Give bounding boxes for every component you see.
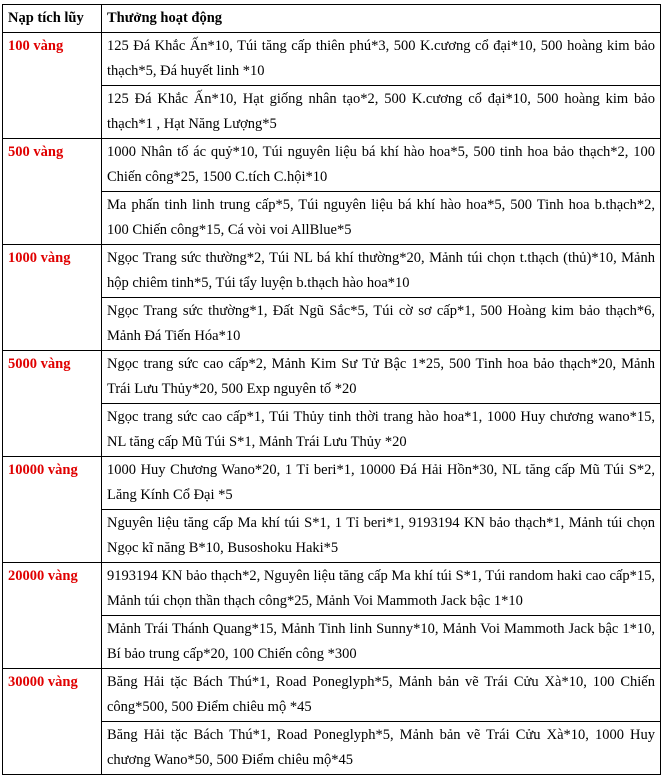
reward-cell: Ngọc Trang sức thường*2, Túi NL bá khí thường*20, Mảnh túi chọn t.thạch (thủ)*10, Mảnh hộp chiêm tinh*5, Túi tẩy luyện b.thạch hào hoa*10 (102, 245, 661, 298)
table-row (3, 510, 661, 563)
table-row (3, 722, 661, 775)
table-row (3, 351, 661, 404)
reward-cell: 9193194 KN bảo thạch*2, Nguyên liệu tăng cấp Ma khí túi S*1, Túi random haki cao cấp*15, Mảnh túi chọn thần thạch công*25, Mảnh Voi Mammoth Jack bậc 1*10 (102, 563, 661, 616)
table-row (3, 616, 661, 669)
tier-label: 500 vàng (3, 139, 102, 245)
table-row (3, 457, 661, 510)
table-row (3, 563, 661, 616)
table-row (3, 669, 661, 722)
rewards-table (2, 4, 661, 775)
reward-cell: Băng Hải tặc Bách Thú*1, Road Poneglyph*5, Mảnh bản vẽ Trái Cửu Xà*10, 1000 Huy chương Wano*50, 500 Điểm chiêu mộ*45 (102, 722, 661, 775)
reward-cell: Băng Hải tặc Bách Thú*1, Road Poneglyph*5, Mảnh bản vẽ Trái Cửu Xà*10, 100 Chiến công*500, 500 Điểm chiêu mộ *45 (102, 669, 661, 722)
reward-cell: Mảnh Trái Thánh Quang*15, Mảnh Tinh linh Sunny*10, Mảnh Voi Mammoth Jack bậc 1*10, Bí bảo trung cấp*20, 100 Chiến công *300 (102, 616, 661, 669)
table-row (3, 298, 661, 351)
header-row (3, 5, 661, 33)
tier-label: 20000 vàng (3, 563, 102, 669)
table-row (3, 404, 661, 457)
table-row (3, 192, 661, 245)
header-reward: Thưởng hoạt động (102, 5, 661, 33)
tier-label: 100 vàng (3, 33, 102, 139)
tier-label: 10000 vàng (3, 457, 102, 563)
reward-cell: 1000 Huy Chương Wano*20, 1 Tỉ beri*1, 10000 Đá Hải Hồn*30, NL tăng cấp Mũ Túi S*2, Lăng Kính Cổ Đại *5 (102, 457, 661, 510)
tier-label: 1000 vàng (3, 245, 102, 351)
header-tier: Nạp tích lũy (3, 5, 102, 33)
table-row (3, 245, 661, 298)
reward-cell: 125 Đá Khắc Ấn*10, Túi tăng cấp thiên phú*3, 500 K.cương cổ đại*10, 500 hoàng kim bảo thạch*5, Đá huyết linh *10 (102, 33, 661, 86)
tier-label: 30000 vàng (3, 669, 102, 775)
tier-label: 5000 vàng (3, 351, 102, 457)
reward-cell: Ma phấn tinh linh trung cấp*5, Túi nguyên liệu bá khí hào hoa*5, 500 Tinh hoa b.thạch*2, 100 Chiến công*15, Cá vòi voi AllBlue*5 (102, 192, 661, 245)
reward-cell: Ngọc Trang sức thường*1, Đất Ngũ Sắc*5, Túi cờ sơ cấp*1, 500 Hoàng kim bảo thạch*6, Mảnh Đá Tiến Hóa*10 (102, 298, 661, 351)
reward-cell: Nguyên liệu tăng cấp Ma khí túi S*1, 1 Tỉ beri*1, 9193194 KN bảo thạch*1, Mảnh túi chọn Ngọc kĩ năng B*10, Busoshoku Haki*5 (102, 510, 661, 563)
reward-cell: Ngọc trang sức cao cấp*2, Mảnh Kim Sư Tử Bậc 1*25, 500 Tinh hoa bảo thạch*20, Mảnh Trái Lưu Thủy*20, 500 Exp nguyên tố *20 (102, 351, 661, 404)
table-row (3, 86, 661, 139)
table-row (3, 139, 661, 192)
reward-cell: 1000 Nhân tố ác quỷ*10, Túi nguyên liệu bá khí hào hoa*5, 500 tinh hoa bảo thạch*2, 100 Chiến công*25, 1500 C.tích C.hội*10 (102, 139, 661, 192)
table-row (3, 33, 661, 86)
reward-cell: 125 Đá Khắc Ấn*10, Hạt giống nhân tạo*2, 500 K.cương cổ đại*10, 500 hoàng kim bảo thạch*1 , Hạt Năng Lượng*5 (102, 86, 661, 139)
reward-cell: Ngọc trang sức cao cấp*1, Túi Thủy tinh thời trang hào hoa*1, 1000 Huy chương wano*15, NL tăng cấp Mũ Túi S*1, Mảnh Trái Lưu Thủy *20 (102, 404, 661, 457)
